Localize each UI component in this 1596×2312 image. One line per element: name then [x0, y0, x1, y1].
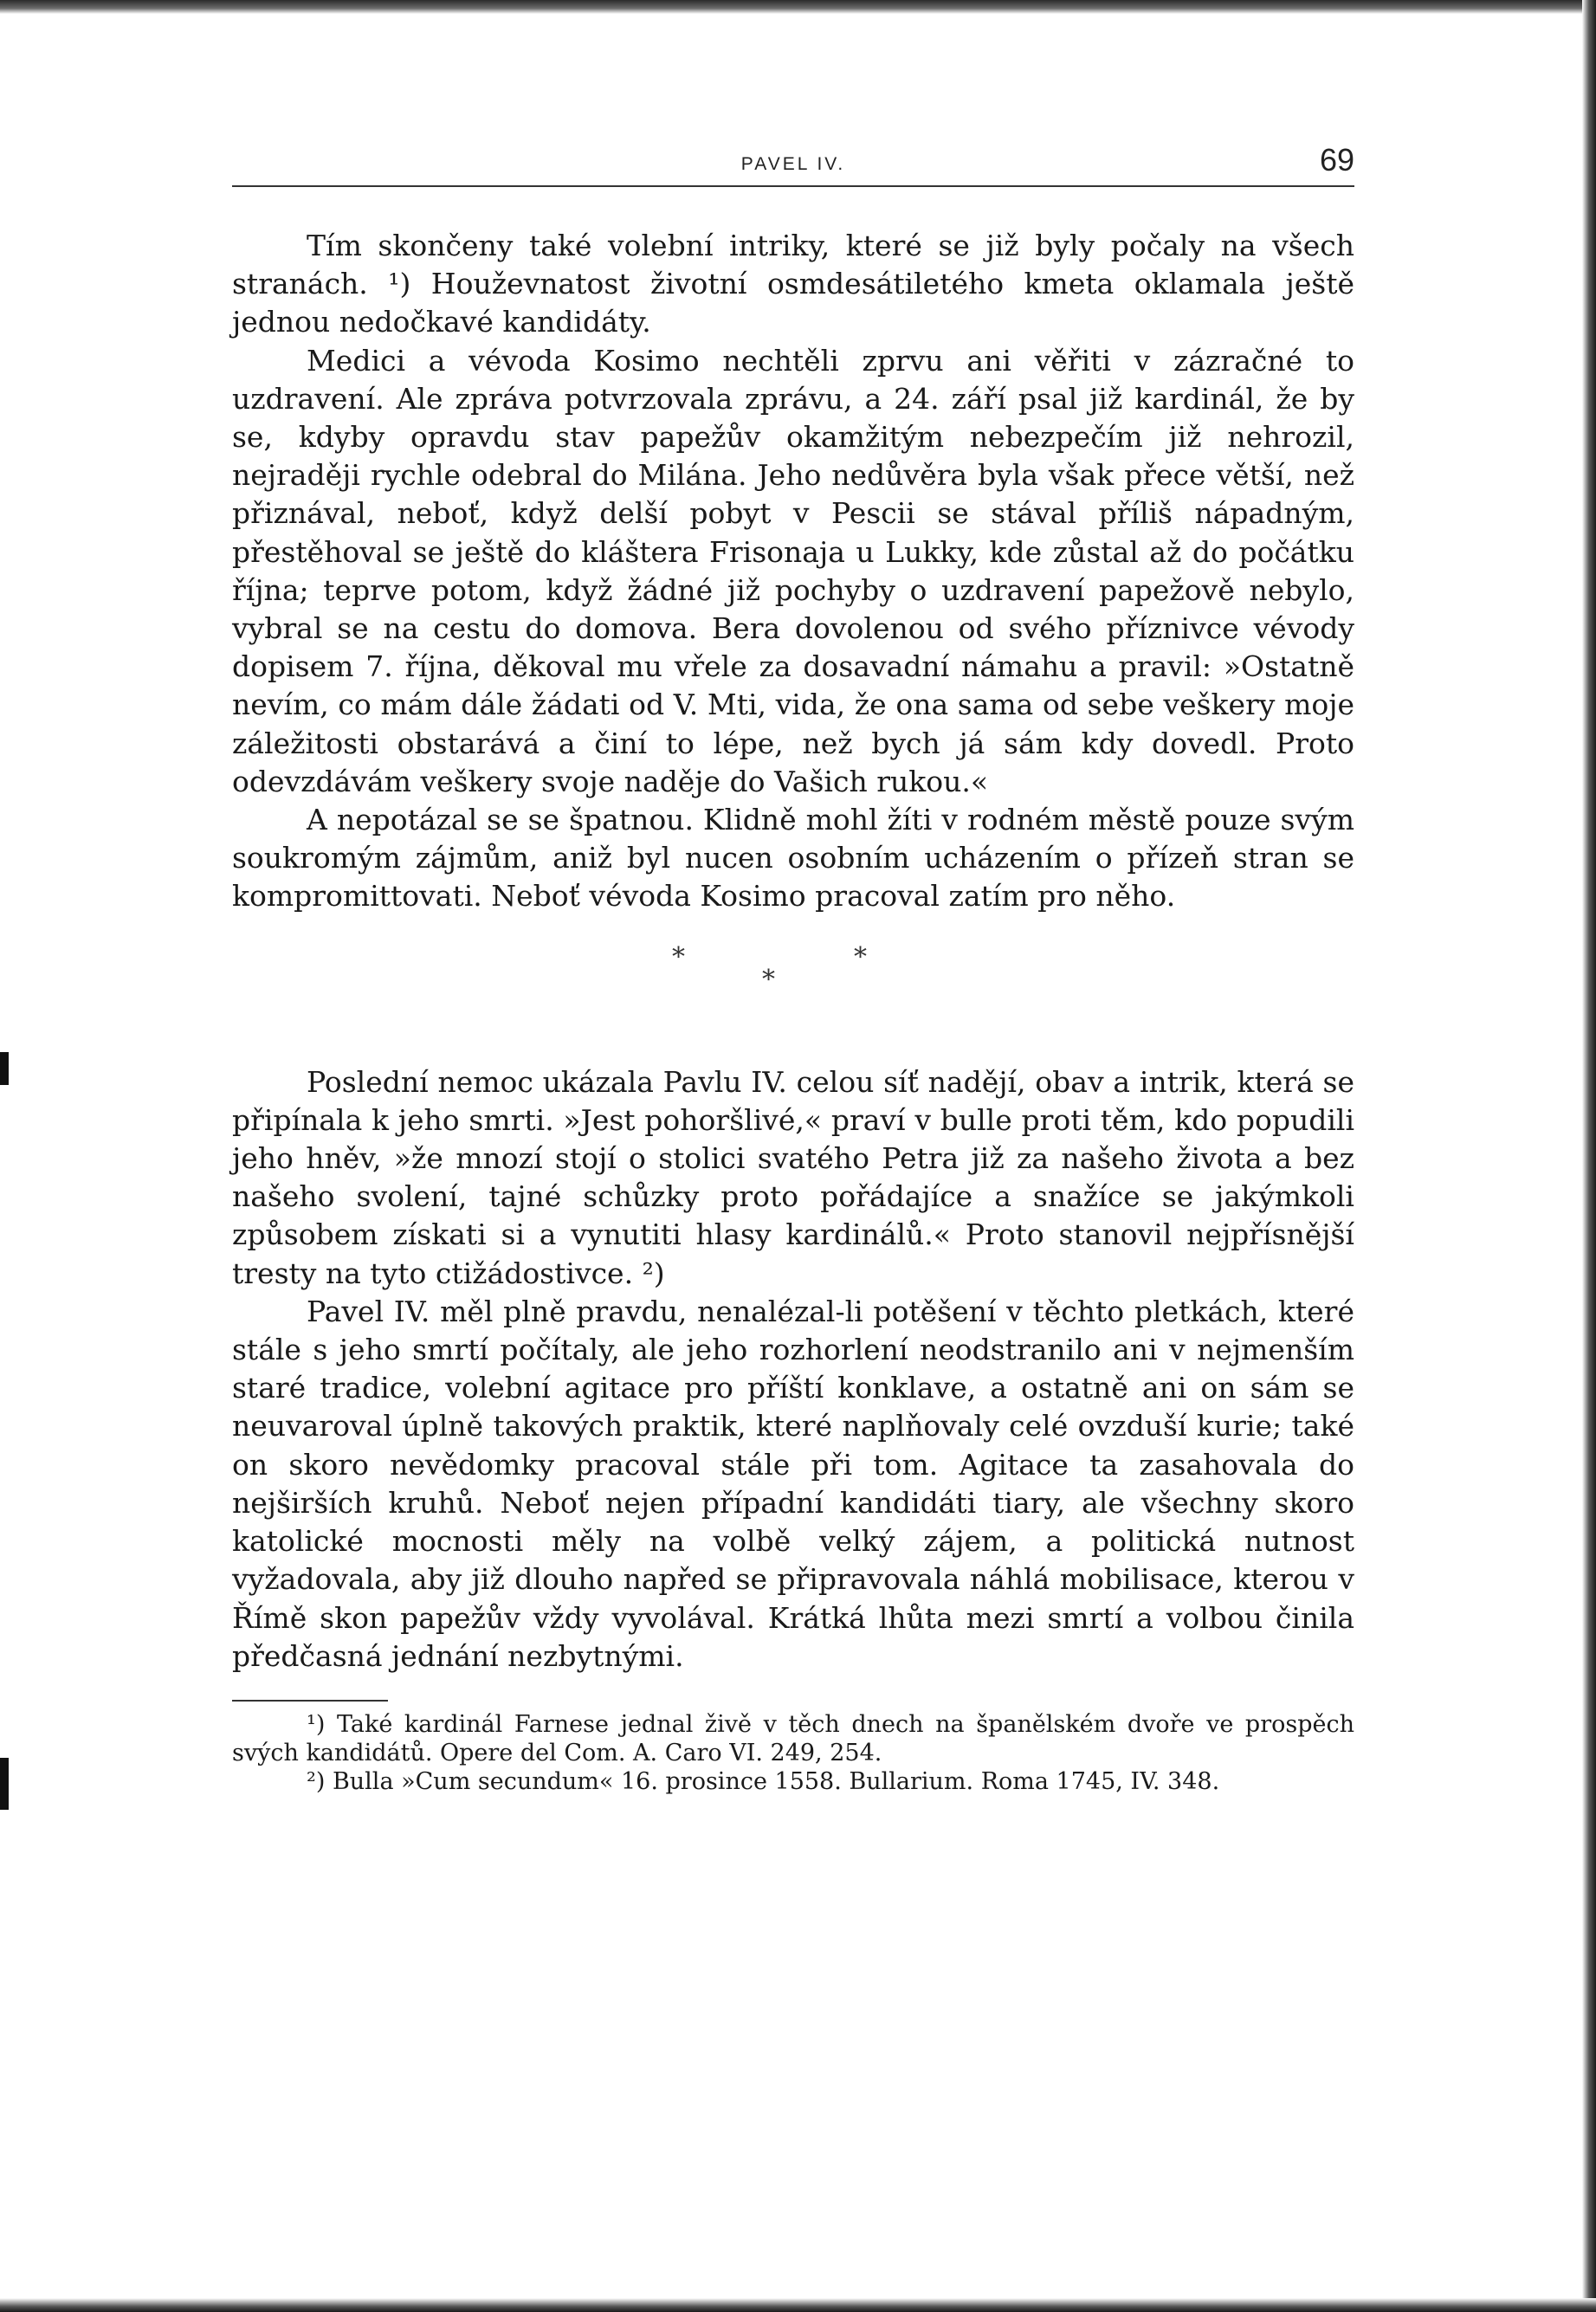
scan-right-edge [1582, 0, 1596, 2312]
book-page [232, 139, 1354, 1796]
scan-top-edge [0, 0, 1596, 14]
page-number: 69 [1319, 142, 1354, 178]
paragraph: A nepotázal se se špatnou. Klidně mohl žíti v rodném městě pouze svým soukromým zájmům, aniž byl nucen osobním ucházením o přízeň stran se kompromittovati. Neboť vévoda Kosimo pracoval zatím pro něho. [232, 803, 1354, 914]
paragraph: Tím skončeny také volební intriky, které se již byly počaly na všech stranách. ¹) Houževnatost životní osmdesátiletého kmeta oklamala ještě jednou nedočkavé kandidáty. [232, 229, 1354, 339]
section-separator [232, 942, 1354, 1063]
running-head: PAVEL IV. [740, 154, 846, 174]
asterisk: * [854, 941, 867, 972]
body-text [232, 227, 1354, 1676]
footnote: ¹) Také kardinál Farnese jednal živě v těch dnech na španělském dvoře ve prospěch svých kandidátů. Opere del Com. A. Caro VI. 249, 254. [232, 1710, 1354, 1766]
footnotes [232, 1710, 1354, 1796]
paragraph: Pavel IV. měl plně pravdu, nenalézal-li potěšení v těchto pletkách, které stále s jeho smrtí počítaly, ale jeho rozhorlení neodstranilo ani v nejmenším staré tradice, volební agitace pro příští konklave, a ostatně ani on sám se neuvaroval úplně takových praktik, které naplňovaly celé ovzduší kurie; také on skoro nevědomky pracoval stále při tom. Agitace ta zasahovala do nejširších kruhů. Neboť nejen případní kandidáti tiary, ale všechny skoro katolické mocnosti měly na volbě velký zájem, a politická nutnost vyžadovala, aby již dlouho napřed se připravovala náhlá mobilisace, kterou v Římě skon papežův vždy vyvolával. Krátká lhůta mezi smrtí a volbou činila předčasná jednání nezbytnými. [232, 1294, 1354, 1673]
scan-left-mark [0, 1758, 9, 1810]
scan-left-mark [0, 1052, 9, 1085]
paragraph: Poslední nemoc ukázala Pavlu IV. celou síť nadějí, obav a intrik, která se připínala k jeho smrti. »Jest pohoršlivé,« praví v bulle proti těm, kdo popudili jeho hněv, »že mnozí stojí o stolici svatého Petra již za našeho života a bez našeho svolení, tajné schůzky proto pořádajíce a snažíce se jakýmkoli způsobem získati si a vynutiti hlasy kardinálů.« Proto stanovil nejpřísnější tresty na tyto ctižádostivce. ²) [232, 1064, 1354, 1290]
asterisk: * [762, 964, 775, 995]
footnote-rule [232, 1700, 388, 1702]
scan-bottom-edge [0, 2298, 1596, 2312]
footnote: ²) Bulla »Cum secundum« 16. prosince 1558. Bullarium. Roma 1745, IV. 348. [307, 1767, 1220, 1795]
paragraph: Medici a vévoda Kosimo nechtěli zprvu ani věřiti v zázračné to uzdravení. Ale zpráva potvrzovala zprávu, a 24. září psal již kardinál, že by se, kdyby opravdu stav papežův okamžitým nebezpečím již nehrozil, nejraději rychle odebral do Milána. Jeho nedůvěra byla však přece větší, než přiznával, neboť, když delší pobyt v Pescii se stával příliš nápadným, přestěhoval se ještě do kláštera Frisonaja u Lukky, kde zůstal až do počátku října; teprve potom, když žádné již pochyby o uzdravení papežově nebylo, vybral se na cestu do domova. Bera dovolenou od svého příznivce vévody dopisem 7. října, děkoval mu vřele za dosavadní námahu a pravil: »Ostatně nevím, co mám dále žádati od V. Mti, vida, že ona sama od sebe veškery moje záležitosti obstarává a činí to lépe, než bych já sám kdy dovedl. Proto odevzdávám veškery svoje naděje do Vašich rukou.« [232, 343, 1354, 798]
page-header [232, 139, 1354, 187]
asterisk: * [672, 941, 685, 972]
